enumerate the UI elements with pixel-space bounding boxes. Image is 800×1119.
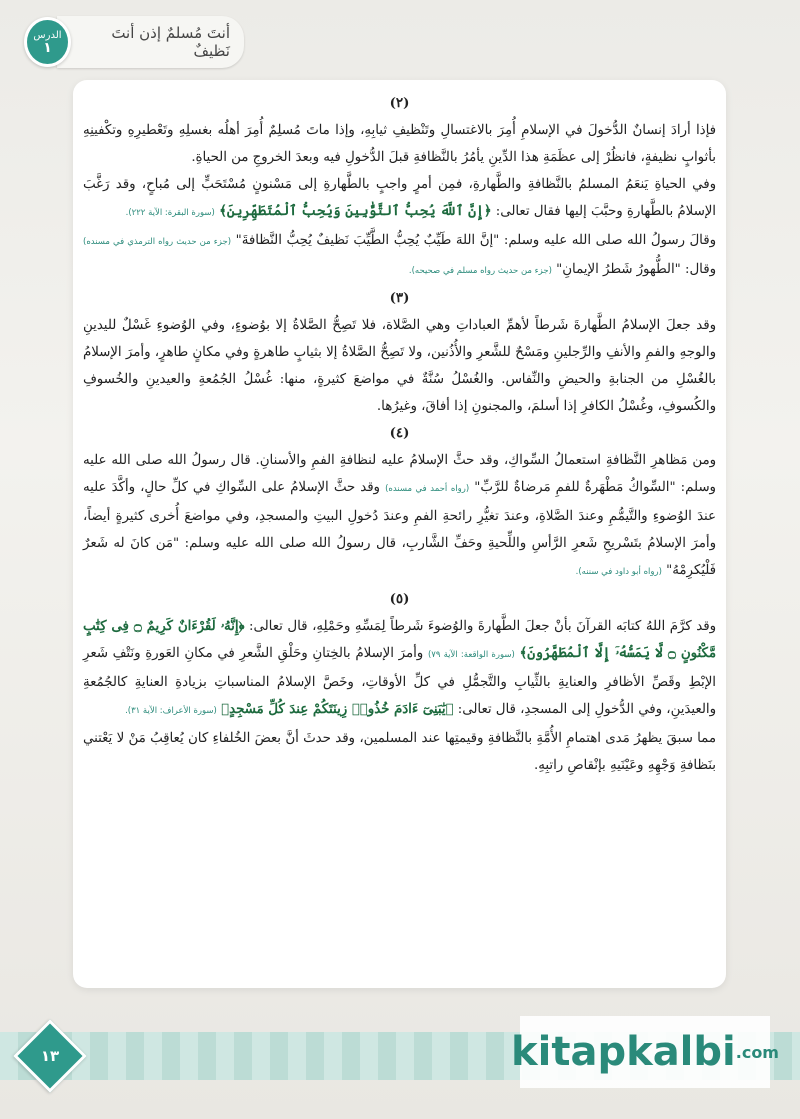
hadith-reference: (رواه أحمد في مسنده): [385, 484, 470, 494]
watermark-suffix: .com: [735, 1042, 779, 1062]
paragraph-text: وقد حثَّ الإسلامُ على السِّواكِ في كلِّ حالٍ، وأكَّدَ عليه عندَ الوُضوءِ والتَّيمُّمِ وعندَ الصَّلاةِ، وعندَ تغيُّرِ رائحةِ الفمِ وعندَ دُخولِ البيتِ والمسجدِ، وفي مواضعَ أُخرى كثيرةٍ أيضاً، وأمرَ الإسلامُ بتَسْريحِ شَعرِ الرَّأسِ واللِّحيةِ وحَفِّ الشَّاربِ، قال رسولُ الله صلى الله عليه وسلم: "مَن كانَ له شَعرٌ فَلْيُكرِمْهُ": [83, 480, 716, 578]
paragraph: [83, 171, 716, 227]
paragraph-text: وفي الحياةِ يَنعَمُ المسلمُ بالنَّظافةِ والطَّهارةِ، فمِن أمرٍ واجبٍ بالطَّهارةِ إلى مَسْنونٍ مُسْتَحَبٍّ إلى مُباحٍ، وقد رَغَّبَ الإسلامُ بالطَّهارةِ وحبَّبَ إليها فقال تعالى:: [83, 177, 716, 219]
section-number-2: (٢): [389, 96, 410, 111]
paragraph: [83, 227, 716, 285]
lesson-number: ١: [43, 40, 52, 56]
hadith-reference: (رواه أبو داود في سننه).: [575, 567, 662, 577]
paragraph: [83, 447, 716, 586]
paragraph-text: وأمرَ الإسلامُ بالخِتانِ وحَلْقِ الشَّعرِ في مكانِ العَورةِ ونَتْفِ شَعرِ الإبْطِ وقَصِّ الأظافرِ والعنايةِ بالثِّيابِ والتَّجمُّلِ في كلِّ الأوقاتِ، وخَصَّ الإسلامُ المناسباتِ بزيادةِ العنايةِ كالجُمُعةِ والعيدَينِ، وفي الدُّخولِ إلى المسجدِ، قال تعالى:: [83, 646, 716, 717]
content-card: [73, 80, 726, 988]
section-number-5: (٥): [389, 592, 410, 607]
hadith-text: وقال: "الطُّهورُ شَطرُ الإيمانِ": [556, 262, 716, 277]
quran-verse: ﴿إِنَّهُۥ لَقُرْءَانٌ كَرِيمٌ ۝ فِى كِتَٰبٍ مَّكْنُونٍ ۝ لَّا يَمَسُّهُۥٓ إِلَّا ٱلْمُطَهَّرُونَ﴾: [83, 619, 716, 661]
hadith-reference: (جزء من حديث رواه الترمذي في مسنده): [83, 237, 232, 247]
section-number-3: (٣): [389, 291, 410, 306]
quran-verse: ﴿إِنَّ ٱللَّهَ يُحِبُّ ٱلتَّوَّٰبِينَ وَيُحِبُّ ٱلْمُتَطَهِّرِينَ﴾: [219, 204, 492, 219]
paragraph: فإذا أرادَ إنسانٌ الدُّخولَ في الإسلامِ أُمِرَ بالاغتسالِ وتَنْظيفِ ثيابِهِ، وإذا ماتَ مُسلِمٌ أُمِرَ أهلُه بغسلِهِ وتَعْطيرِهِ وتكْفينِهِ بأثوابٍ نظيفةٍ، فانظُرْ إلى عظَمَةِ هذا الدِّينِ يأمُرُ بالنَّظافةِ قبلَ الدُّخولِ فيه وبعدَ الخروجِ من الحياةِ.: [83, 123, 716, 165]
verse-reference: (سورة الواقعة: الآية ٧٩): [427, 650, 515, 660]
lesson-header: [24, 18, 244, 66]
page-number: ١٣: [40, 1047, 60, 1065]
hadith-text: وقالَ رسولُ الله صلى الله عليه وسلم: "إنَّ اللهَ طَيِّبٌ يُحِبُّ الطَّيِّبَ نَظيفٌ يُحِبُّ النَّظافةَ": [235, 233, 717, 248]
paragraph-text: وقد كرَّمَ اللهُ كتابَه القرآنَ بأنْ جعلَ الطَّهارةَ والوُضوءَ شَرطاً لِمَسِّهِ وحَمْلِهِ، قال تعالى:: [249, 619, 716, 634]
paragraph: مما سبقَ يظهرُ مَدى اهتمامِ الأُمَّةِ بالنَّظافةِ وقيمتِها عند المسلمين، وقد حدثَ أنَّ بعضَ الخُلفاءِ كان يُعاقِبُ مَنْ لا يَعْتني بنَظافةِ وَجْهِهِ وعَيْنَيهِ بإنْقاصِ راتبِهِ.: [83, 731, 716, 773]
watermark: [511, 1016, 779, 1088]
verse-reference: (سورة الأعراف: الآية ٣١).: [125, 706, 217, 716]
paragraph-text: ومن مَظاهرِ النَّظافةِ استعمالُ السِّواكِ، وقد حثَّ الإسلامُ عليه لنظافةِ الفمِ والأسنانِ. قال رسولُ الله صلى الله عليه وسلم: "السِّواكُ مَطْهَرةٌ للفمِ مَرضاةٌ للرَّبِّ": [83, 453, 716, 495]
paragraph: وقد جعلَ الإسلامُ الطَّهارةَ شَرطاً لأهمِّ العباداتِ وهي الصَّلاة، فلا تَصِحُّ الصَّلاةُ إلا بوُضوءٍ، وفي الوُضوءِ غَسْلٌ لليدينِ والوجهِ والفمِ والأنفِ والرِّجلينِ ومَسْحٌ للشَّعرِ والأُذُنين، ولا تَصِحُّ الصَّلاةُ إلا بثيابٍ طاهرةٍ وفي مكانٍ طاهرٍ، وأمرَ الإسلامُ بالغُسْلِ من الجنابةِ والحيضِ والنِّفاس. والغُسْلُ سُنَّةٌ في مواضعَ كثيرةٍ، منها: غُسْلُ الجُمُعةِ والعيدينِ والخُسوفِ والكُسوفِ، وغُسْلُ الكافرِ إذا أسلمَ، والمجنونِ إذا أفاقَ، وغيرُها.: [83, 318, 716, 414]
section-number-4: (٤): [389, 426, 410, 441]
quran-verse: ﴿يَٰبَنِىٓ ءَادَمَ خُذُوا۟ زِينَتَكُمْ عِندَ كُلِّ مَسْجِدٍ﴾: [221, 702, 454, 717]
verse-reference: (سورة البقرة: الآية ٢٢٢).: [125, 208, 215, 218]
hadith-reference: (جزء من حديث رواه مسلم في صحيحه).: [408, 266, 552, 276]
lesson-label: الدرس: [33, 30, 62, 41]
lesson-title: أنتَ مُسلمٌ إذن أنتَ نَظيفٌ: [57, 16, 244, 68]
page-number-badge: [13, 1019, 87, 1093]
paragraph: [83, 613, 716, 725]
lesson-badge: [24, 17, 71, 67]
watermark-text: kitapkalbi: [511, 1029, 736, 1075]
